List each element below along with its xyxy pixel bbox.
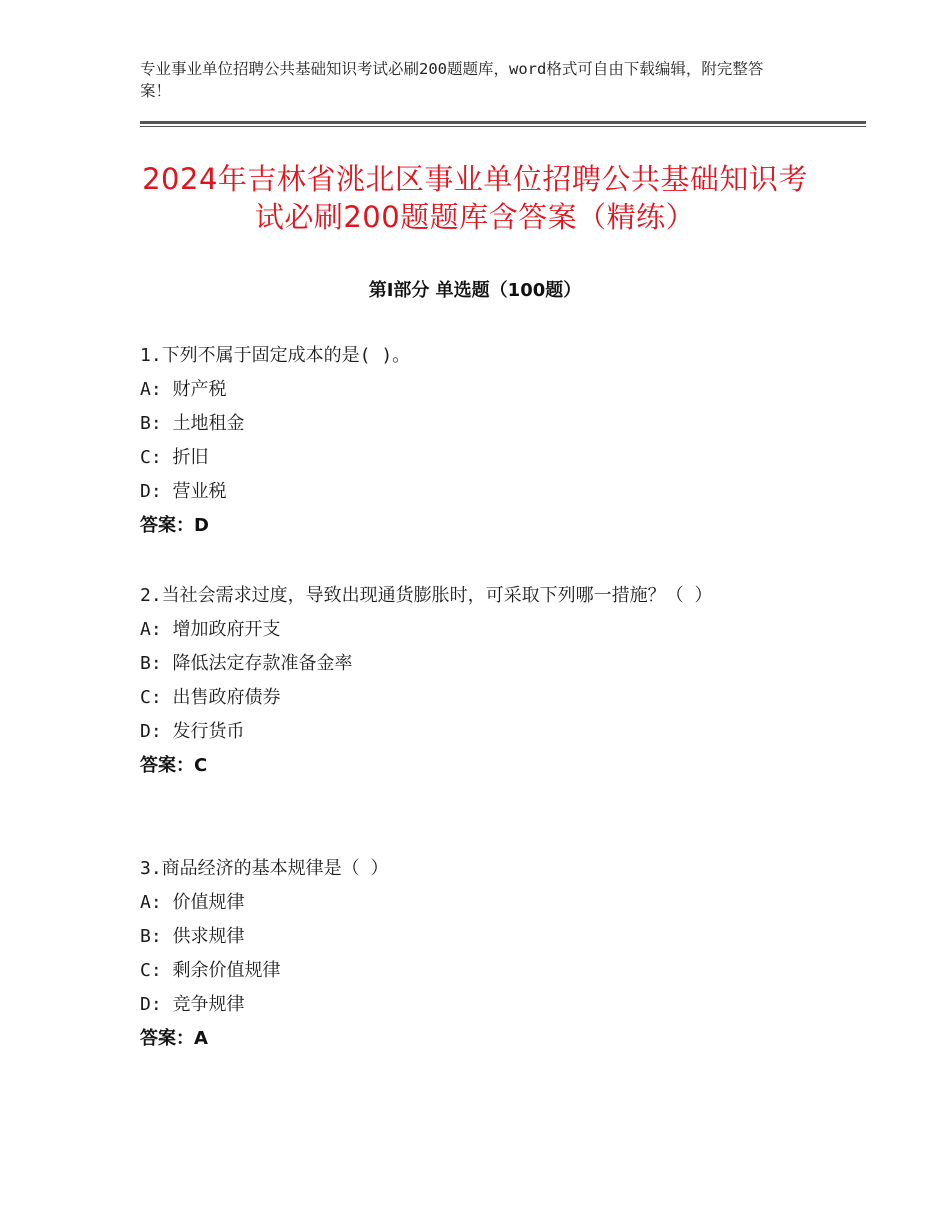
header-note: 专业事业单位招聘公共基础知识考试必刷200题题库，word格式可自由下载编辑，附完整答案！ [140,60,764,100]
option-b: B: 供求规律 [140,926,245,947]
option-a: A: 增加政府开支 [140,619,281,640]
question-1 [140,339,810,543]
option-a: A: 财产税 [140,379,227,400]
answer-label: 答案：C [140,755,208,776]
option-b: B: 土地租金 [140,413,245,434]
option-a: A: 价值规律 [140,892,245,913]
question-2 [140,579,810,783]
option-d: D: 发行货币 [140,721,245,742]
option-b: B: 降低法定存款准备金率 [140,653,353,674]
answer-label: 答案：D [140,515,209,536]
document-title: 2024年吉林省洮北区事业单位招聘公共基础知识考试必刷200题题库含答案（精练） [142,162,808,234]
answer-label: 答案：A [140,1028,208,1049]
option-c: C: 出售政府债券 [140,687,281,708]
question-stem: 1.下列不属于固定成本的是( )。 [140,345,411,366]
header-divider-thin [140,126,866,127]
option-c: C: 折旧 [140,447,209,468]
section-heading: 第Ⅰ部分 单选题（100题） [368,280,582,301]
question-3 [140,852,810,1056]
question-stem: 3.商品经济的基本规律是（ ） [140,858,389,879]
option-d: D: 竞争规律 [140,994,245,1015]
header-divider-thick [140,121,866,124]
option-c: C: 剩余价值规律 [140,960,281,981]
question-stem: 2.当社会需求过度，导致出现通货膨胀时，可采取下列哪一措施？（ ） [140,585,713,606]
option-d: D: 营业税 [140,481,227,502]
